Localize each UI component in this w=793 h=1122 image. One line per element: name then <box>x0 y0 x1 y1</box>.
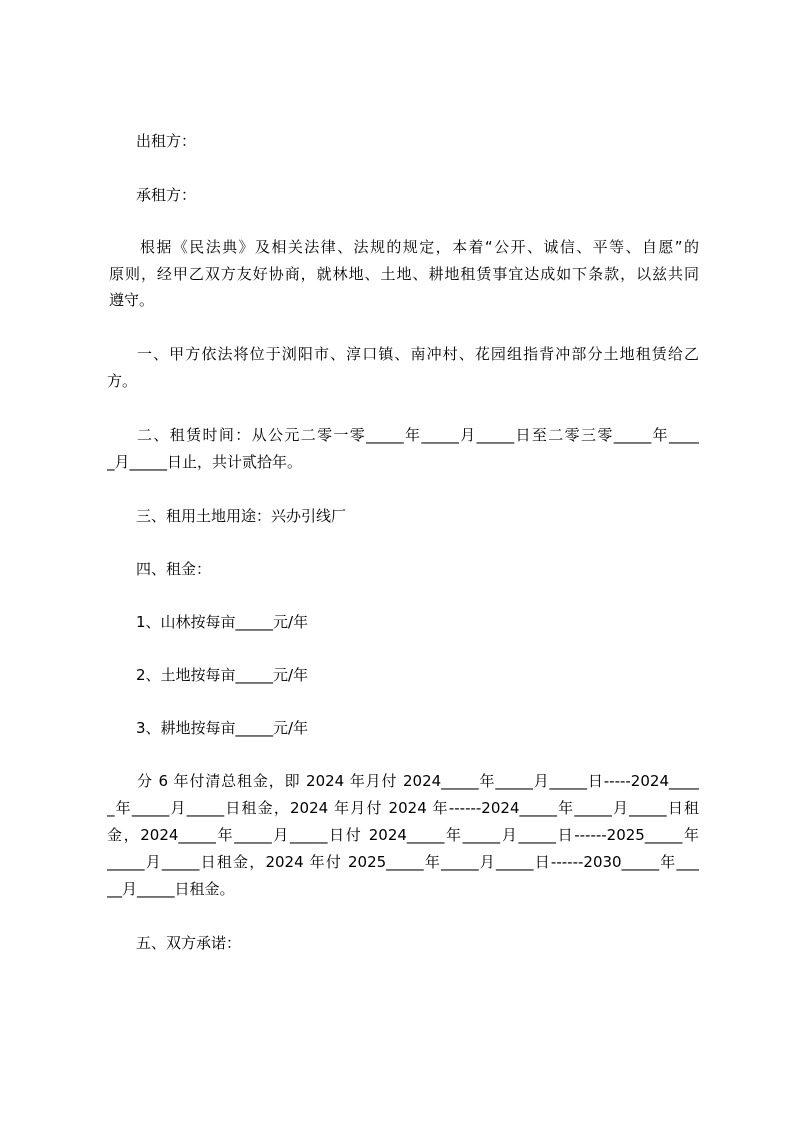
lessee-label: 承租方： <box>136 186 197 204</box>
rent-item-forest: 1、山林按每亩_____元/年 <box>136 613 309 631</box>
clause-5-title: 五、双方承诺： <box>136 934 242 952</box>
payment-line-2: _年_____月_____日租金，2024 年月付 2024 年------2024_____年_____月_____日租 <box>107 799 699 817</box>
clause-1-line-2: 方。 <box>107 372 138 390</box>
payment-line-3: 金，2024_____年_____月_____日付 2024_____年_____月_____日------2025_____年 <box>107 826 699 844</box>
preamble-line-1: 根据《民法典》及相关法律、法规的规定，本着“公开、诚信、平等、自愿”的 <box>140 238 699 256</box>
clause-2-line-1: 二、租赁时间：从公元二零一零_____年_____月_____日至二零三零_____年____ <box>137 426 699 444</box>
rent-item-land: 2、土地按每亩_____元/年 <box>136 666 309 684</box>
clause-3: 三、租用土地用途：兴办引线厂 <box>136 507 347 525</box>
clause-2-line-2: _月_____日止，共计贰拾年。 <box>107 453 303 471</box>
preamble-line-2: 原则，经甲乙双方友好协商，就林地、土地、耕地租赁事宜达成如下条款，以兹共同 <box>109 265 699 283</box>
payment-line-1: 分 6 年付清总租金，即 2024 年月付 2024_____年_____月_____日-----2024____ <box>137 772 699 790</box>
clause-4-title: 四、租金： <box>136 560 212 578</box>
lessor-label: 出租方： <box>136 132 197 150</box>
rent-item-farmland: 3、耕地按每亩_____元/年 <box>136 719 309 737</box>
payment-line-4: _____月_____日租金，2024 年付 2025_____年_____月_____日------2030_____年___ <box>107 853 699 871</box>
payment-line-5: __月_____日租金。 <box>107 880 235 898</box>
preamble-line-3: 遵守。 <box>109 291 155 309</box>
clause-1-line-1: 一、甲方依法将位于浏阳市、淳口镇、南冲村、花园组指背冲部分土地租赁给乙 <box>137 345 699 363</box>
